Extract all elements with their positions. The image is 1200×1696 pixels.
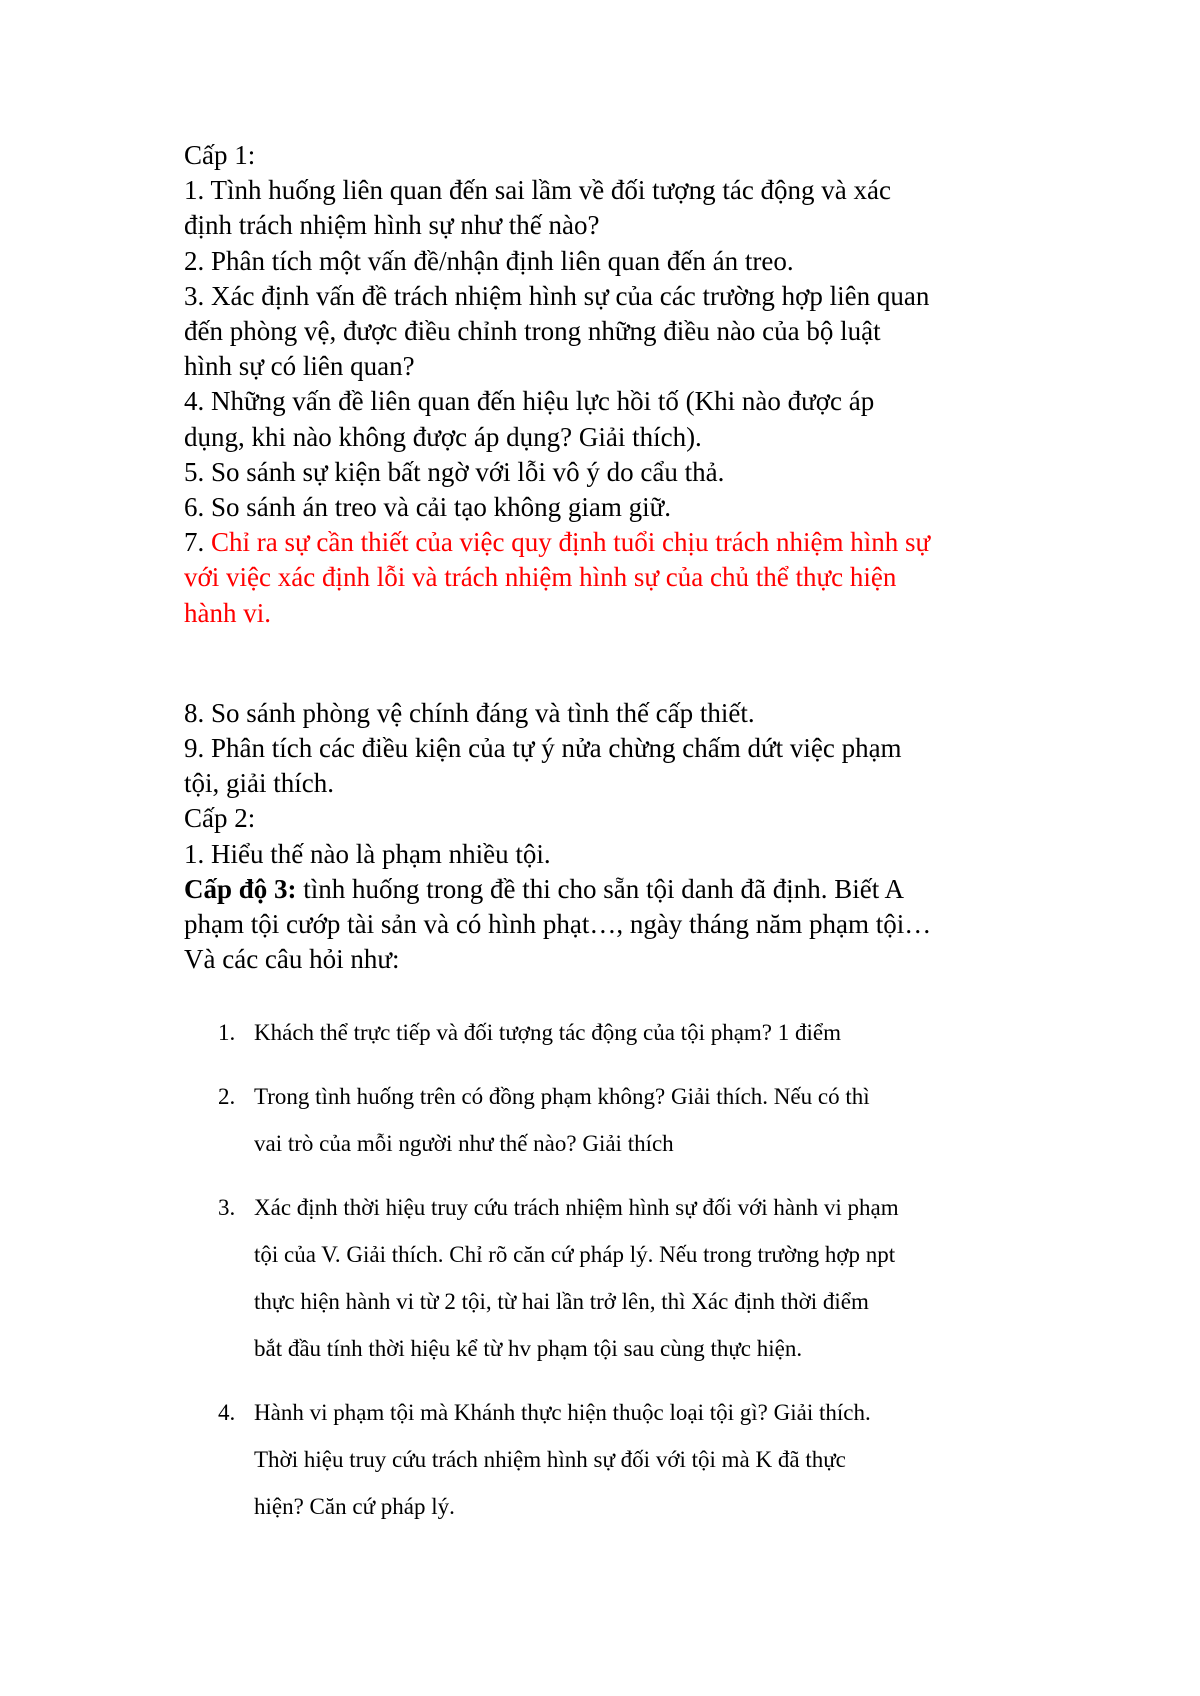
level1-item-4-line-1: 4. Những vấn đề liên quan đến hiệu lực hồi tố (Khi nào được áp [184,386,875,417]
level1-item-3-line-1: 3. Xác định vấn đề trách nhiệm hình sự của các trường hợp liên quan [184,280,930,311]
level3-intro-text-1: tình huống trong đề thi cho sẵn tội danh đã định. Biết A [296,873,904,904]
question-number: 3. [218,1195,236,1221]
level1-item-4-line-2: dụng, khi nào không được áp dụng? Giải thích). [184,421,702,452]
level1-item-7-number: 7. [184,527,205,558]
question-number: 4. [218,1400,236,1426]
level1-item-2-line-1: 2. Phân tích một vấn đề/nhận định liên quan đến án treo. [184,245,794,276]
level1-item-1-line-2: định trách nhiệm hình sự như thế nào? [184,210,600,241]
document-page [184,138,1040,1547]
question-number: 1. [218,1020,236,1046]
level1-item-7-line-1 [184,525,1040,560]
level1-item-7-line-2: với việc xác định lỗi và trách nhiệm hình sự của chủ thể thực hiện [184,562,897,593]
level3-question [184,1389,1040,1530]
level3-question [184,1009,1040,1056]
question-line: hiện? Căn cứ pháp lý. [254,1494,455,1520]
level3-question-list [184,1009,1040,1530]
level1-item-3-line-3: hình sự có liên quan? [184,351,415,382]
paragraph-spacer [184,631,1040,696]
level3-intro-line-2: phạm tội cướp tài sản và có hình phạt…, ngày tháng năm phạm tội… [184,909,932,940]
question-line: Thời hiệu truy cứu trách nhiệm hình sự đối với tội mà K đã thực [254,1447,846,1473]
question-line: Xác định thời hiệu truy cứu trách nhiệm hình sự đối với hành vi phạm [254,1195,899,1221]
question-number: 2. [218,1084,236,1110]
level1-item-9-line-2: tội, giải thích. [184,768,334,799]
level3-heading: Cấp độ 3: [184,873,297,904]
level3-question [184,1184,1040,1372]
level1-item-7-line-3: hành vi. [184,597,271,628]
question-line: thực hiện hành vi từ 2 tội, từ hai lần trở lên, thì Xác định thời điểm [254,1289,869,1315]
question-line: Trong tình huống trên có đồng phạm không? Giải thích. Nếu có thì [254,1084,870,1110]
level1-item-7-text-1: Chỉ ra sự cần thiết của việc quy định tuổi chịu trách nhiệm hình sự [204,527,931,558]
level1-heading: Cấp 1: [184,140,256,170]
level3-intro-line-3: Và các câu hỏi như: [184,944,400,975]
question-line: Hành vi phạm tội mà Khánh thực hiện thuộc loại tội gì? Giải thích. [254,1400,871,1426]
level1-item-3-line-2: đến phòng vệ, được điều chỉnh trong những điều nào của bộ luật [184,316,881,347]
level3-question [184,1073,1040,1167]
level1-item-6-line-1: 6. So sánh án treo và cải tạo không giam giữ. [184,492,672,523]
level1-item-5-line-1: 5. So sánh sự kiện bất ngờ với lỗi vô ý do cẩu thả. [184,456,725,487]
level2-item-1: 1. Hiểu thế nào là phạm nhiều tội. [184,838,551,869]
level1-item-1-line-1: 1. Tình huống liên quan đến sai lầm về đối tượng tác động và xác [184,175,892,206]
level2-heading: Cấp 2: [184,803,256,834]
question-line: vai trò của mỗi người như thế nào? Giải thích [254,1131,674,1157]
question-line: bắt đầu tính thời hiệu kể từ hv phạm tội sau cùng thực hiện. [254,1336,803,1362]
level1-item-8-line-1: 8. So sánh phòng vệ chính đáng và tình thế cấp thiết. [184,697,755,728]
level1-item-9-line-1: 9. Phân tích các điều kiện của tự ý nửa chừng chấm dứt việc phạm [184,733,902,764]
question-line: Khách thể trực tiếp và đối tượng tác động của tội phạm? 1 điểm [254,1020,842,1046]
question-line: tội của V. Giải thích. Chỉ rõ căn cứ pháp lý. Nếu trong trường hợp npt [254,1242,896,1268]
level3-intro-line-1 [184,872,1040,907]
